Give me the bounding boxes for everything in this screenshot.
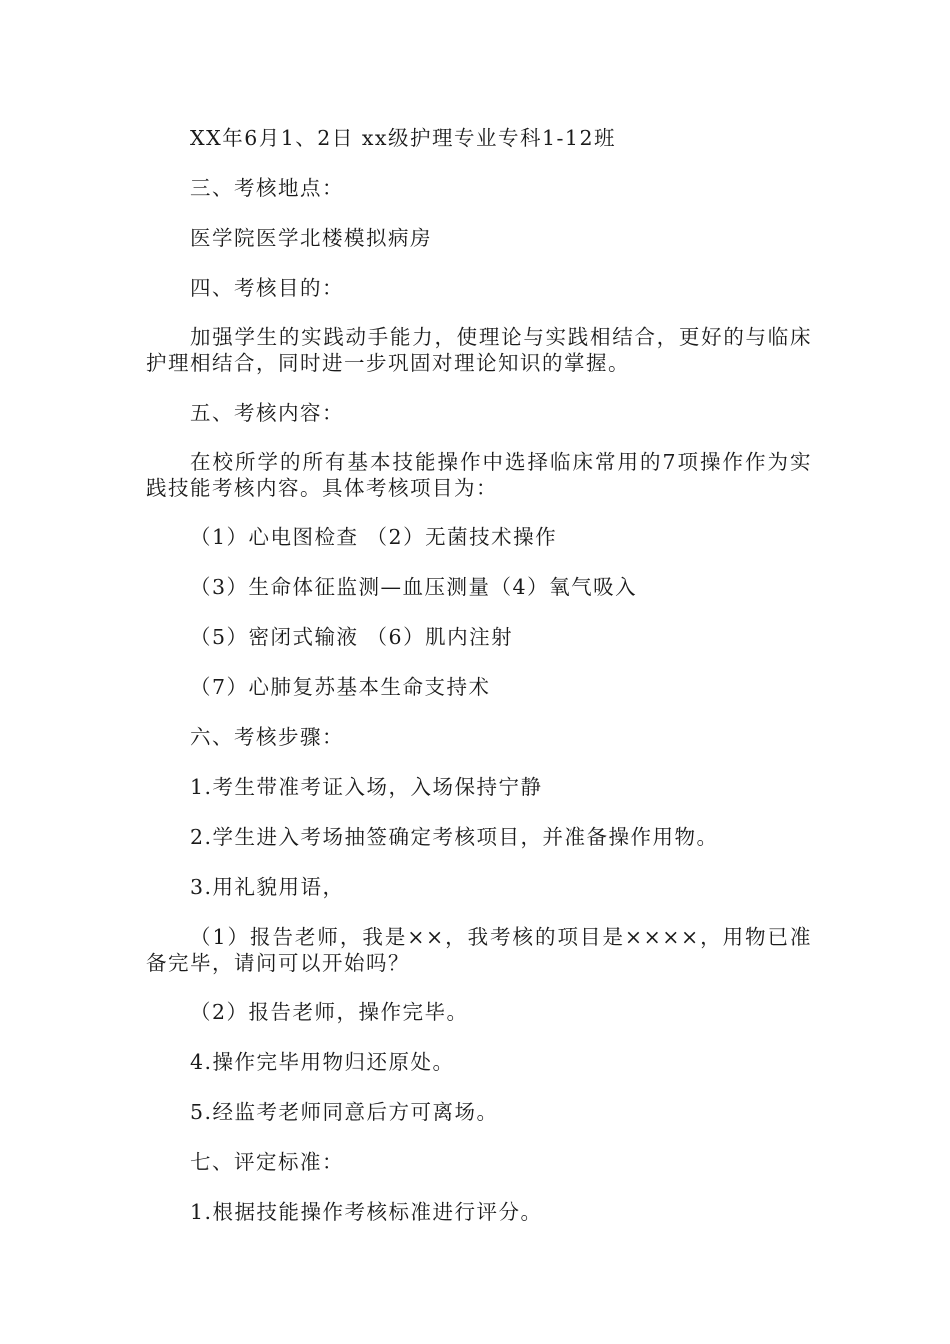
exam-content-text: 在校所学的所有基本技能操作中选择临床常用的7项操作作为实践技能考核内容。具体考核项目为： — [146, 450, 812, 500]
exam-location-text: 医学院医学北楼模拟病房 — [190, 226, 432, 250]
heading-exam-purpose: 四、考核目的： — [190, 276, 344, 300]
exam-step-1: 1.考生带准考证入场，入场保持宁静 — [190, 775, 543, 799]
evaluation-criteria-1: 1.根据技能操作考核标准进行评分。 — [190, 1200, 543, 1224]
exam-step-3-phrase-2: （2）报告老师，操作完毕。 — [190, 1000, 469, 1024]
exam-step-5: 5.经监考老师同意后方可离场。 — [190, 1100, 499, 1124]
heading-exam-content: 五、考核内容： — [190, 401, 344, 425]
exam-item-line-3: （5）密闭式输液 （6）肌内注射 — [190, 625, 514, 649]
exam-date-class-line: XX年6月1、2日 xx级护理专业专科1-12班 — [190, 126, 617, 150]
heading-exam-steps: 六、考核步骤： — [190, 725, 344, 749]
heading-exam-location: 三、考核地点： — [190, 176, 344, 200]
exam-item-line-4: （7）心肺复苏基本生命支持术 — [190, 675, 491, 699]
exam-step-3-phrase-1: （1）报告老师，我是××，我考核的项目是××××，用物已准备完毕，请问可以开始吗？ — [146, 925, 812, 975]
exam-step-2: 2.学生进入考场抽签确定考核项目，并准备操作用物。 — [190, 825, 719, 849]
exam-step-4: 4.操作完毕用物归还原处。 — [190, 1050, 455, 1074]
heading-evaluation-criteria: 七、评定标准： — [190, 1150, 344, 1174]
exam-purpose-text: 加强学生的实践动手能力，使理论与实践相结合，更好的与临床护理相结合，同时进一步巩固对理论知识的掌握。 — [146, 325, 812, 375]
exam-item-line-2: （3）生命体征监测—血压测量（4）氧气吸入 — [190, 575, 638, 599]
exam-step-3: 3.用礼貌用语， — [190, 875, 345, 899]
exam-item-line-1: （1）心电图检查 （2）无菌技术操作 — [190, 525, 558, 549]
